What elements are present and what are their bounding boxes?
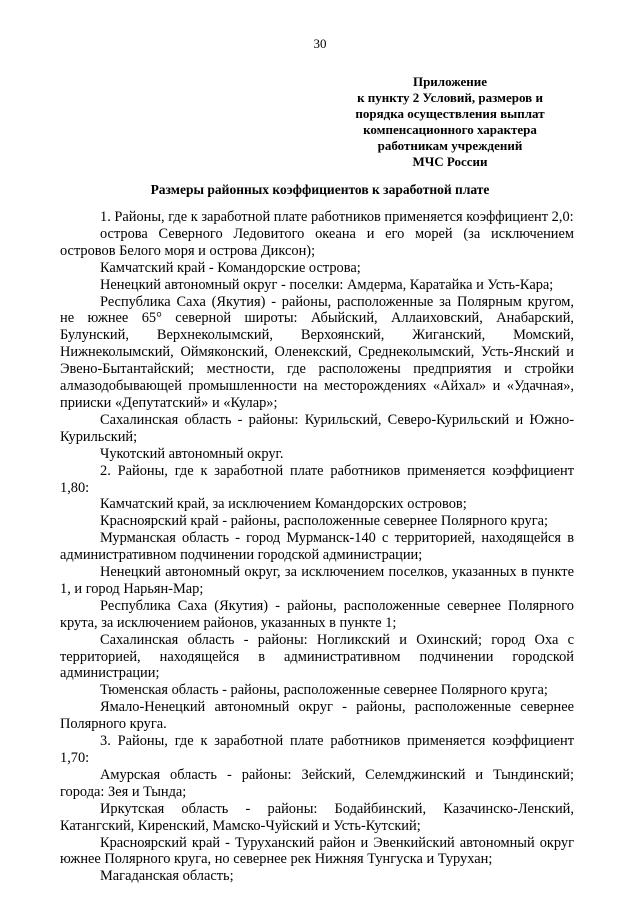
- appendix-line: работникам учреждений: [377, 138, 523, 153]
- appendix-header: [330, 74, 570, 170]
- paragraph: Амурская область - районы: Зейский, Селемджинский и Тындинский; города: Зея и Тында;: [60, 766, 574, 800]
- paragraph: Иркутская область - районы: Бодайбинский, Казачинско-Ленский, Катангский, Киренский, Мамско-Чуйский и Усть-Кутский;: [60, 800, 574, 834]
- paragraph: Красноярский край - районы, расположенные севернее Полярного круга;: [100, 513, 549, 530]
- paragraph: Республика Саха (Якутия) - районы, расположенные за Полярным кругом, не южнее 65° северной широты: Абыйский, Аллаиховский, Анабарский, Булунский, Верхнеколымский, Верхоянский, Жиганский, Момский, Нижнеколымский, Оймяконский, Оленекский, Среднеколымский, Усть-Янский и Эвено-Бытантайский; местности, где расположены предприятия и стройки алмазодобывающей промышленности на месторождениях «Айхал» и «Удачная», прииски «Депутатский» и «Кулар»;: [60, 293, 574, 411]
- document-heading: Размеры районных коэффициентов к заработной плате: [150, 182, 490, 197]
- paragraph: Ненецкий автономный округ, за исключением поселков, указанных в пункте 1, и город Нарьян-Мар;: [60, 564, 574, 597]
- paragraph: Чукотский автономный округ.: [100, 445, 284, 462]
- paragraph: Камчатский край, за исключением Командорских островов;: [100, 496, 467, 513]
- appendix-line: порядка осуществления выплат: [355, 106, 545, 121]
- paragraph: острова Северного Ледовитого океана и его морей (за исключением островов Белого моря и острова Диксон);: [60, 225, 574, 259]
- paragraph: 1. Районы, где к заработной плате работников применяется коэффициент 2,0:: [100, 209, 574, 225]
- paragraph: Красноярский край - Туруханский район и Эвенкийский автономный округ южнее Полярного круга, но севернее рек Нижняя Тунгуска и Турухан;: [60, 834, 574, 868]
- document-body: [60, 209, 574, 885]
- paragraph: Камчатский край - Командорские острова;: [100, 259, 361, 276]
- appendix-line: Приложение: [412, 74, 488, 89]
- paragraph: 3. Районы, где к заработной плате работников применяется коэффициент 1,70:: [60, 733, 574, 766]
- appendix-line: МЧС России: [412, 154, 488, 169]
- paragraph: 2. Районы, где к заработной плате работников применяется коэффициент 1,80:: [60, 462, 574, 496]
- paragraph: Тюменская область - районы, расположенные севернее Полярного круга;: [100, 682, 548, 699]
- appendix-line: компенсационного характера: [363, 122, 537, 137]
- page-number: 30: [313, 36, 327, 51]
- paragraph: Сахалинская область - районы: Курильский, Северо-Курильский и Южно-Курильский;: [60, 411, 574, 445]
- paragraph: Республика Саха (Якутия) - районы, расположенные севернее Полярного крута, за исключением районов, указанных в пункте 1;: [60, 597, 574, 631]
- paragraph: Ямало-Ненецкий автономный округ - районы, расположенные севернее Полярного круга.: [60, 699, 574, 733]
- paragraph: Ненецкий автономный округ - поселки: Амдерма, Каратайка и Усть-Кара;: [100, 276, 554, 293]
- appendix-line: к пункту 2 Условий, размеров и: [357, 90, 543, 105]
- paragraph: Сахалинская область - районы: Ногликский и Охинский; город Оха с территорией, находящейся в административном подчинении городской администрации;: [60, 631, 574, 682]
- paragraph: Мурманская область - город Мурманск-140 с территорией, находящейся в административном подчинении городской администрации;: [60, 530, 574, 564]
- paragraph: Магаданская область;: [100, 868, 234, 885]
